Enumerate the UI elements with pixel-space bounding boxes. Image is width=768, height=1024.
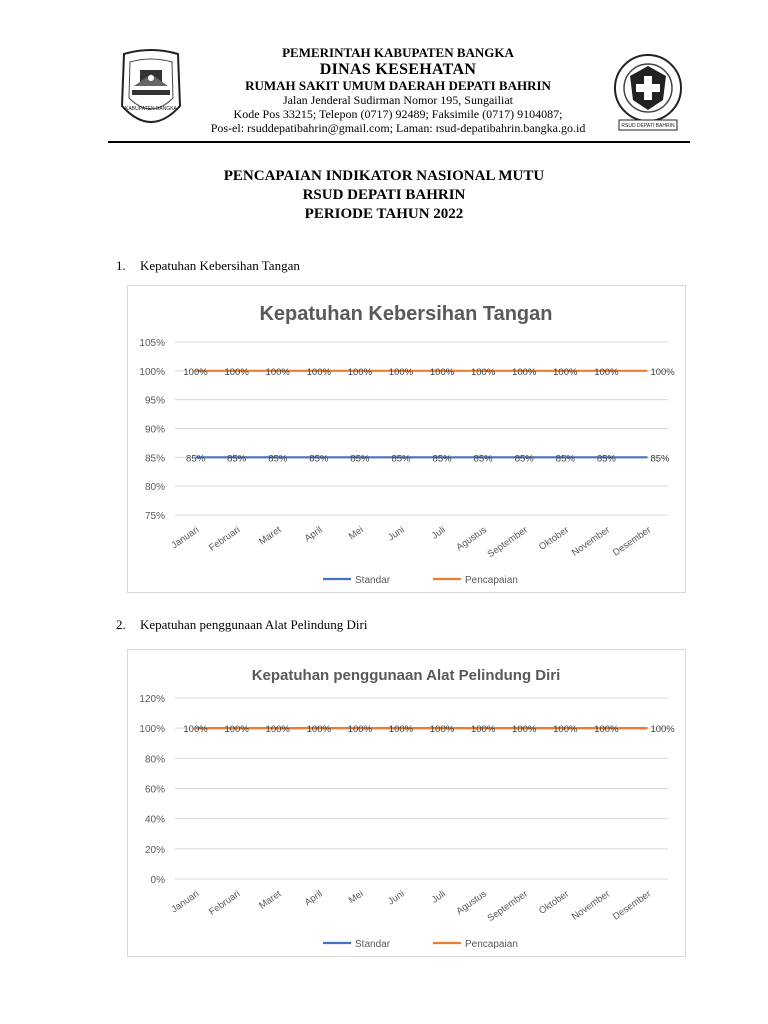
data-label: 85% (432, 453, 452, 465)
data-label: 100% (553, 366, 578, 378)
x-tick-label: Juni (386, 888, 407, 908)
y-tick-label: 90% (144, 424, 165, 436)
item-label: Kepatuhan Kebersihan Tangan (140, 258, 300, 273)
indicator-item-1 (116, 258, 300, 274)
x-tick-label: Desember (610, 524, 654, 559)
data-label: 85% (227, 453, 247, 465)
x-tick-label: Maret (257, 888, 284, 912)
x-tick-label: Februari (207, 888, 243, 918)
item-number: 2. (116, 617, 126, 632)
y-tick-label: 40% (144, 814, 165, 826)
data-label: 100% (388, 724, 414, 736)
x-tick-label: Desember (610, 888, 654, 923)
x-tick-label: November (569, 524, 613, 559)
chart-ppe-svg (128, 650, 685, 956)
agency-name: DINAS KESEHATAN (319, 60, 477, 78)
x-tick-label: Juli (429, 888, 448, 906)
data-label: 85% (186, 453, 206, 465)
x-tick-label: April (302, 524, 325, 545)
logo-right-label: RSUD DEPATI BAHRIN (621, 123, 675, 129)
x-tick-label: Januari (169, 524, 202, 552)
data-label: 100% (429, 724, 455, 736)
data-label: 100% (650, 366, 675, 378)
data-label: 85% (350, 453, 370, 465)
item-number: 1. (116, 258, 126, 273)
y-tick-label: 120% (139, 694, 165, 705)
data-label: 100% (183, 366, 208, 378)
y-tick-label: 85% (144, 453, 165, 465)
x-tick-label: Februari (207, 524, 243, 554)
x-tick-label: Agustus (454, 888, 489, 918)
y-tick-label: 0% (150, 875, 165, 886)
y-tick-label: 100% (139, 724, 165, 736)
x-tick-label: April (302, 888, 325, 909)
data-label: 85% (473, 453, 493, 465)
data-label: 100% (224, 724, 249, 736)
data-label: 100% (347, 366, 373, 378)
legend-label-standar: Standar (355, 575, 391, 586)
data-label: 100% (594, 366, 619, 378)
document-title (0, 167, 768, 224)
data-label: 100% (265, 724, 290, 736)
y-tick-label: 20% (144, 844, 165, 856)
legend-label-standar: Standar (355, 939, 391, 950)
data-label: 100% (306, 724, 331, 736)
indicator-item-2 (116, 617, 367, 633)
data-label: 85% (555, 453, 575, 465)
hospital-name: RUMAH SAKIT UMUM DAERAH DEPATI BAHRIN (245, 78, 551, 94)
item-label: Kepatuhan penggunaan Alat Pelindung Diri (140, 617, 368, 632)
title-line-3: PERIODE TAHUN 2022 (304, 206, 464, 222)
y-tick-label: 80% (144, 482, 165, 494)
y-tick-label: 60% (144, 784, 165, 796)
x-tick-label: November (569, 888, 613, 923)
data-label: 100% (224, 366, 249, 378)
y-tick-label: 105% (139, 338, 165, 349)
x-tick-label: September (485, 888, 530, 925)
data-label: 100% (512, 724, 537, 736)
rsud-depati-bahrin-logo (611, 48, 685, 134)
title-line-2: RSUD DEPATI BAHRIN (302, 187, 466, 203)
chart-title: Kepatuhan penggunaan Alat Pelindung Diri (251, 667, 561, 684)
data-label: 85% (268, 453, 288, 465)
chart-ppe (127, 649, 686, 957)
letterhead-text (190, 46, 606, 136)
data-label: 85% (309, 453, 329, 465)
legend-label-pencapaian: Pencapaian (465, 939, 518, 950)
data-label: 100% (265, 366, 290, 378)
contact-email: Pos-el: rsuddepatibahrin@gmail.com; Laman: rsud-depatibahrin.bangka.go.id (210, 120, 586, 135)
contact-phone: Kode Pos 33215; Telepon (0717) 92489; Faksimile (0717) 9104087; (233, 107, 563, 122)
data-label: 100% (512, 366, 537, 378)
data-label: 85% (514, 453, 534, 465)
data-label: 100% (429, 366, 455, 378)
letterhead (108, 40, 690, 144)
data-label: 100% (650, 724, 675, 736)
data-label: 85% (650, 453, 670, 465)
address: Jalan Jenderal Sudirman Nomor 195, Sungailiat (283, 93, 513, 108)
y-tick-label: 95% (144, 395, 165, 407)
x-tick-label: Oktober (537, 524, 572, 553)
x-tick-label: Agustus (454, 524, 489, 554)
y-tick-label: 100% (139, 366, 165, 378)
x-tick-label: Juni (386, 524, 407, 544)
x-tick-label: Oktober (537, 888, 572, 917)
data-label: 100% (470, 724, 496, 736)
data-label: 100% (594, 724, 619, 736)
y-tick-label: 80% (144, 754, 165, 766)
data-label: 100% (347, 724, 373, 736)
data-label: 85% (596, 453, 616, 465)
data-label: 100% (470, 366, 496, 378)
data-label: 100% (306, 366, 331, 378)
x-tick-label: Januari (169, 888, 202, 916)
x-tick-label: Mei (346, 888, 366, 907)
x-tick-label: Maret (257, 524, 284, 548)
chart-hand-hygiene (127, 285, 686, 593)
y-tick-label: 75% (144, 511, 165, 522)
legend-label-pencapaian: Pencapaian (465, 575, 518, 586)
title-line-1: PENCAPAIAN INDIKATOR NASIONAL MUTU (223, 168, 545, 184)
data-label: 100% (388, 366, 414, 378)
government-name: PEMERINTAH KABUPATEN BANGKA (282, 45, 514, 60)
x-tick-label: Mei (346, 524, 366, 543)
chart-hand-hygiene-svg (128, 286, 685, 592)
data-label: 100% (183, 724, 208, 736)
logo-left-label: KABUPATEN BANGKA (125, 106, 177, 112)
data-label: 100% (553, 724, 578, 736)
kabupaten-bangka-logo (118, 48, 184, 134)
chart-title: Kepatuhan Kebersihan Tangan (259, 303, 553, 325)
letterhead-divider (108, 141, 690, 143)
x-tick-label: September (485, 524, 530, 561)
data-label: 85% (391, 453, 411, 465)
x-tick-label: Juli (429, 524, 448, 542)
